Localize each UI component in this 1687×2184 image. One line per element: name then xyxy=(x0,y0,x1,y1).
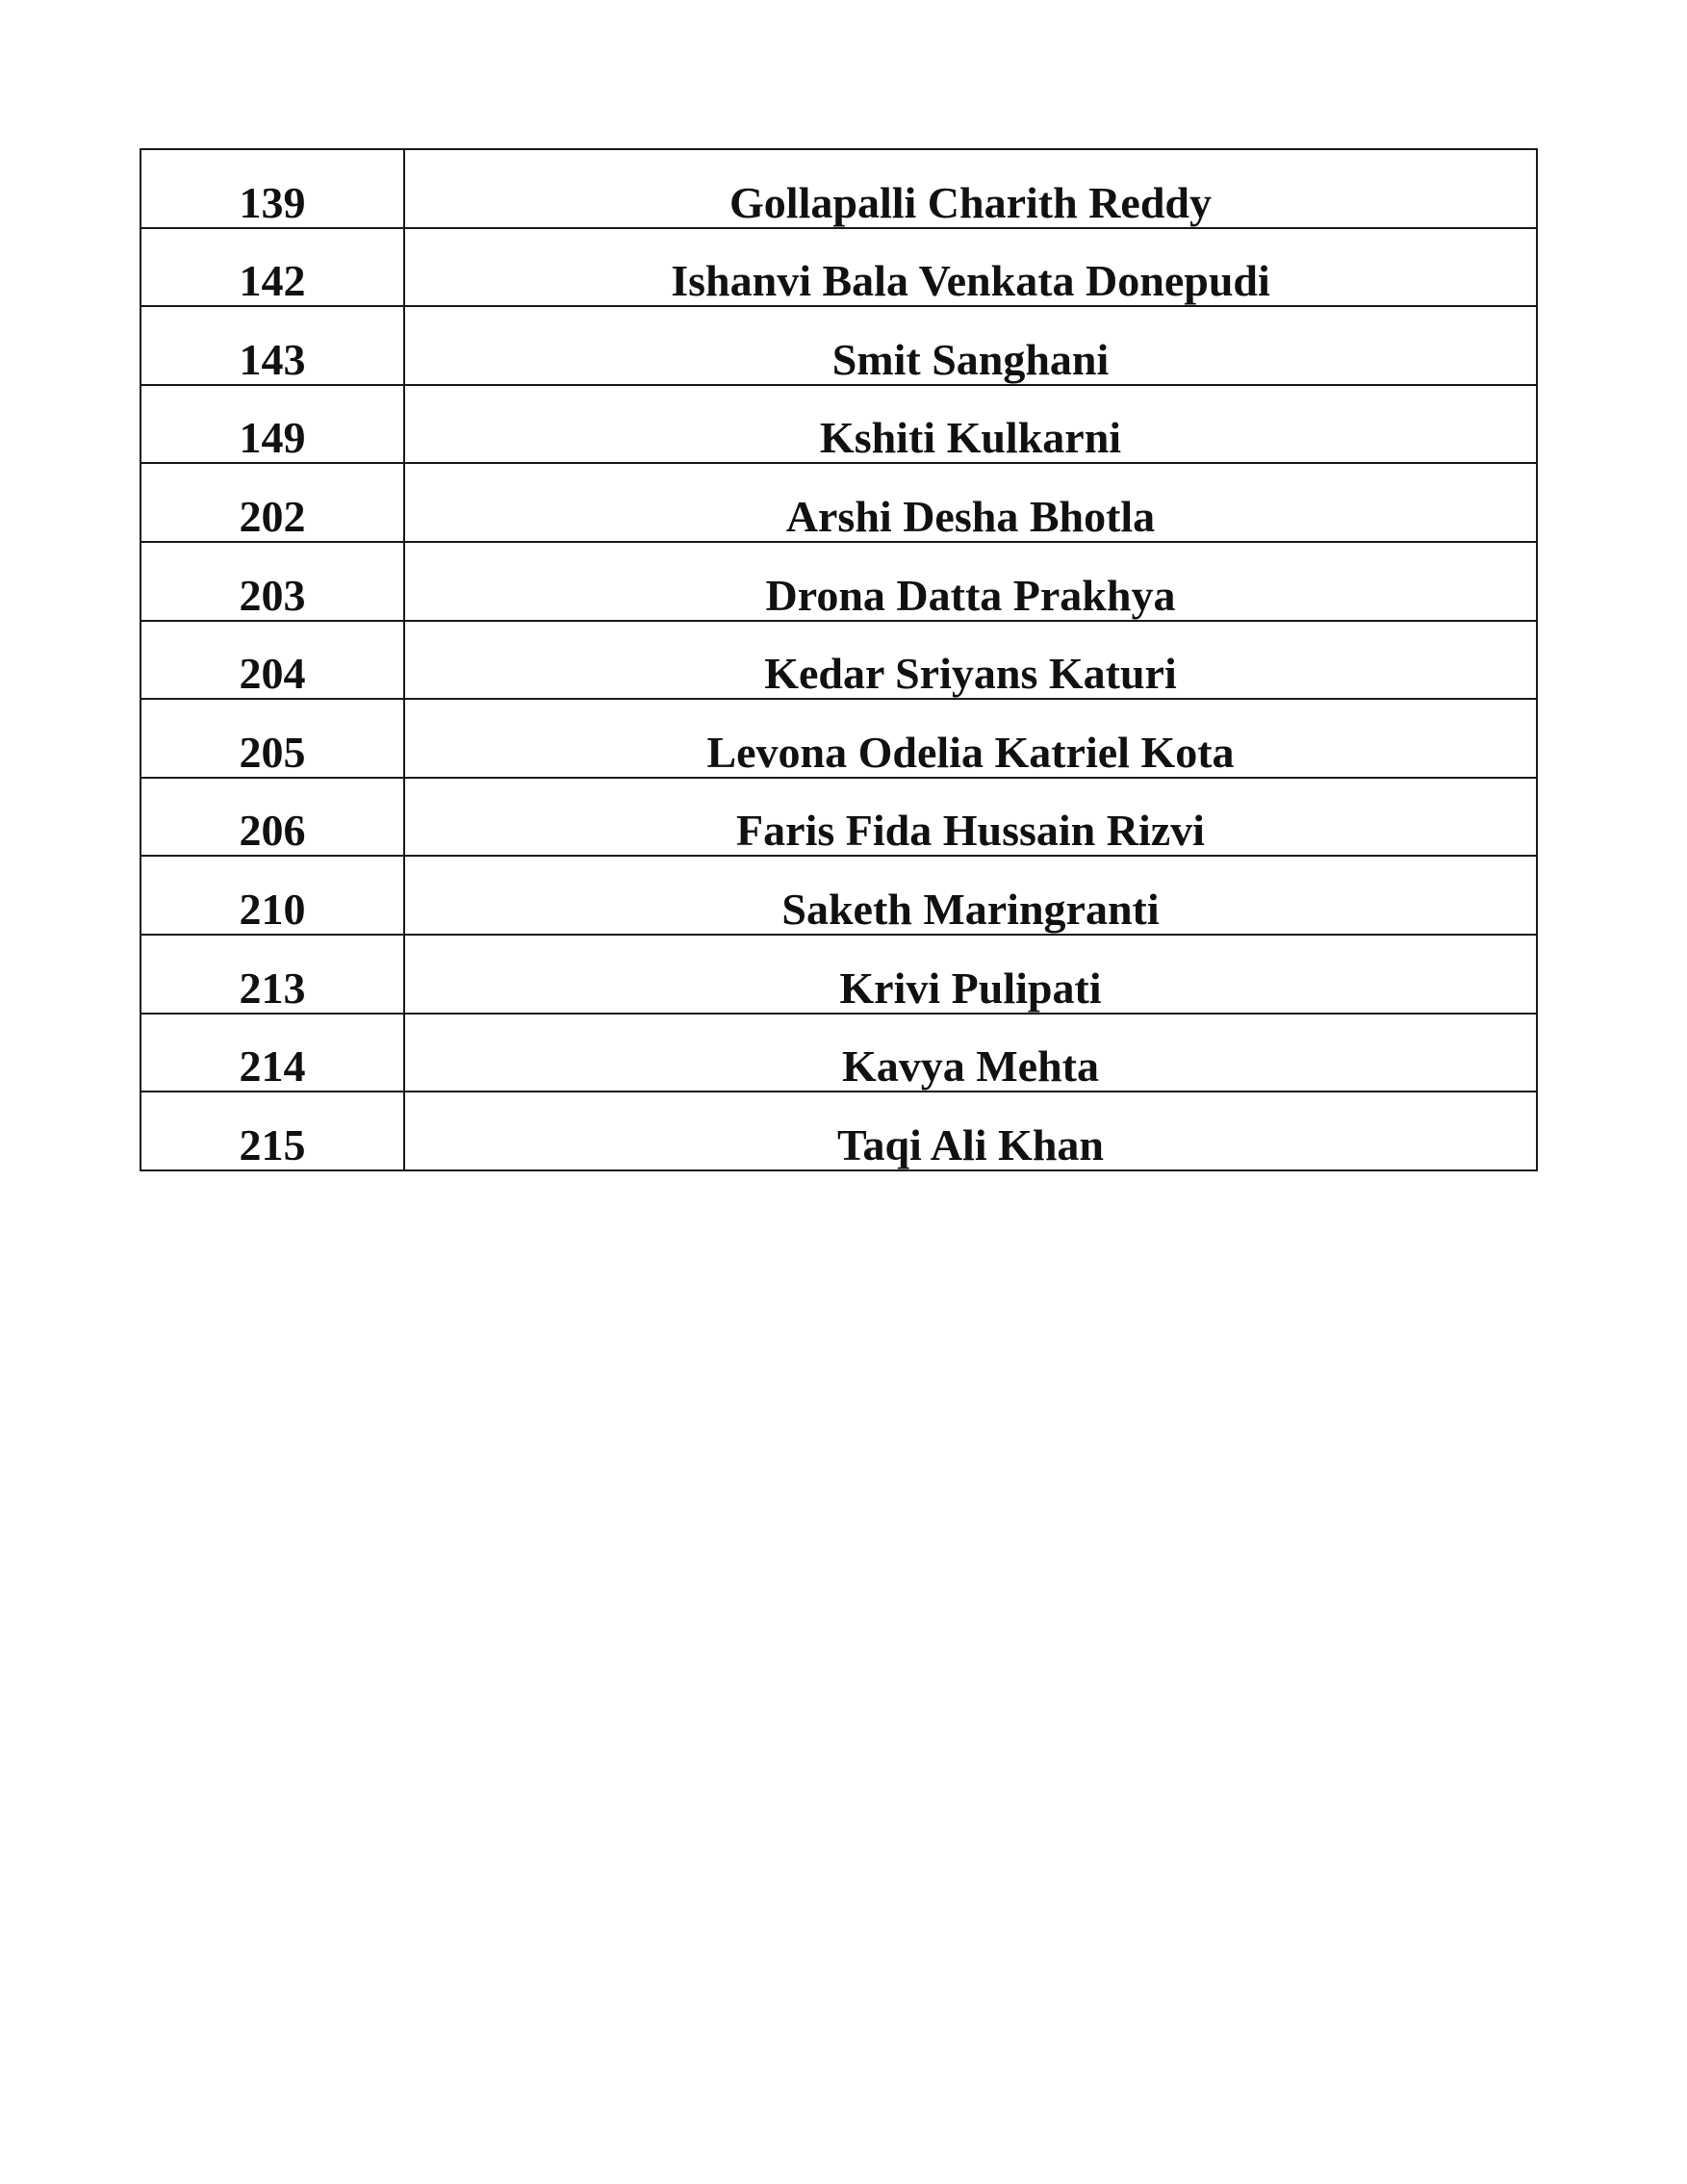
name-cell xyxy=(404,306,1537,385)
name-cell xyxy=(404,935,1537,1014)
number-text: 205 xyxy=(239,727,306,777)
roster-table xyxy=(140,148,1538,1171)
number-text: 215 xyxy=(239,1119,306,1169)
name-cell xyxy=(404,856,1537,935)
name-text: Kshiti Kulkarni xyxy=(819,413,1122,463)
number-cell xyxy=(141,463,404,542)
name-cell xyxy=(404,621,1537,700)
name-cell xyxy=(404,149,1537,228)
name-text: Kavya Mehta xyxy=(841,1041,1099,1092)
number-cell xyxy=(141,1092,404,1170)
number-cell xyxy=(141,385,404,464)
number-text: 210 xyxy=(239,884,306,934)
table-row xyxy=(141,228,1537,307)
name-text: Arshi Desha Bhotla xyxy=(785,491,1156,541)
name-cell xyxy=(404,228,1537,307)
table-row xyxy=(141,778,1537,857)
name-cell xyxy=(404,699,1537,778)
name-cell xyxy=(404,385,1537,464)
table-row xyxy=(141,856,1537,935)
number-text: 213 xyxy=(239,963,306,1013)
name-text: Krivi Pulipati xyxy=(839,963,1102,1013)
number-text: 143 xyxy=(239,334,306,384)
name-cell xyxy=(404,1014,1537,1092)
number-cell xyxy=(141,778,404,857)
number-text: 202 xyxy=(239,491,306,541)
number-text: 142 xyxy=(239,256,306,306)
table-row xyxy=(141,306,1537,385)
number-cell xyxy=(141,306,404,385)
number-cell xyxy=(141,228,404,307)
number-cell xyxy=(141,1014,404,1092)
number-text: 203 xyxy=(239,570,306,620)
table-row xyxy=(141,699,1537,778)
number-text: 149 xyxy=(239,413,306,463)
name-text: Drona Datta Prakhya xyxy=(765,570,1176,620)
table-row xyxy=(141,385,1537,464)
table-row xyxy=(141,542,1537,621)
name-text: Faris Fida Hussain Rizvi xyxy=(736,806,1205,856)
name-text: Saketh Maringranti xyxy=(781,884,1160,934)
table-row xyxy=(141,463,1537,542)
number-text: 139 xyxy=(239,177,306,227)
number-cell xyxy=(141,149,404,228)
table-row xyxy=(141,621,1537,700)
name-text: Kedar Sriyans Katuri xyxy=(764,649,1177,699)
name-text: Levona Odelia Katriel Kota xyxy=(706,727,1235,777)
name-text: Taqi Ali Khan xyxy=(836,1119,1104,1169)
name-cell xyxy=(404,778,1537,857)
name-text: Smit Sanghani xyxy=(831,334,1110,384)
name-text: Gollapalli Charith Reddy xyxy=(729,177,1212,227)
name-cell xyxy=(404,542,1537,621)
table-row xyxy=(141,1014,1537,1092)
table-row xyxy=(141,149,1537,228)
name-cell xyxy=(404,463,1537,542)
number-cell xyxy=(141,856,404,935)
number-cell xyxy=(141,621,404,700)
number-text: 206 xyxy=(239,806,306,856)
table-row xyxy=(141,1092,1537,1170)
number-cell xyxy=(141,542,404,621)
number-cell xyxy=(141,935,404,1014)
number-text: 214 xyxy=(239,1041,306,1092)
number-text: 204 xyxy=(239,649,306,699)
name-cell xyxy=(404,1092,1537,1170)
roster-table-body xyxy=(141,149,1537,1170)
name-text: Ishanvi Bala Venkata Donepudi xyxy=(671,256,1270,306)
number-cell xyxy=(141,699,404,778)
table-row xyxy=(141,935,1537,1014)
